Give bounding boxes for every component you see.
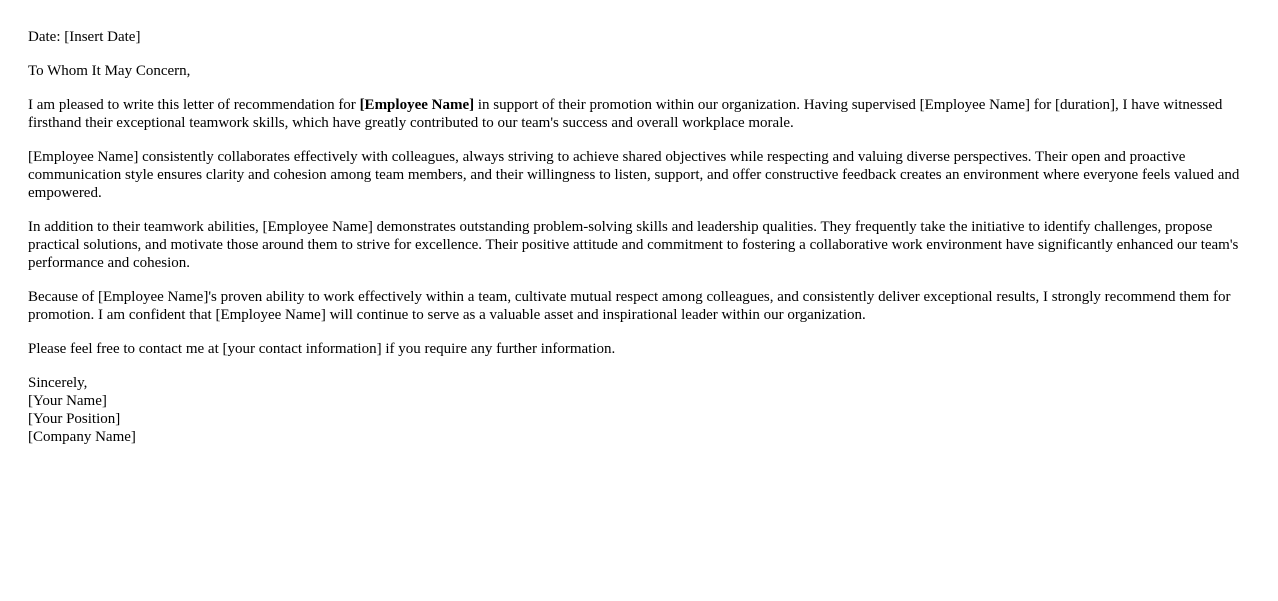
paragraph-leadership: In addition to their teamwork abilities, [Employee Name] demonstrates outstanding problem-solving skills and leadership qualities. They frequently take the initiative to identify challenges, propose practical solutions, and motivate those around them to strive for excellence. Their positive attitude and commitment to fostering a collaborative work environment have significantly enhanced our team's performance and cohesion.: [28, 219, 1239, 271]
closing: Sincerely,: [28, 375, 88, 391]
paragraph-collaboration: [Employee Name] consistently collaborates effectively with colleagues, always striving to achieve shared objectives while respecting and valuing diverse perspectives. Their open and proactive communication style ensures clarity and cohesion among team members, and their willingness to listen, support, and offer constructive feedback creates an environment where everyone feels valued and empowered.: [28, 149, 1240, 201]
signer-position: [Your Position]: [28, 411, 121, 427]
paragraph-recommendation: Because of [Employee Name]'s proven ability to work effectively within a team, cultivate mutual respect among colleagues, and consistently deliver exceptional results, I strongly recommend them for promotion. I am confident that [Employee Name] will continue to serve as a valuable asset and inspirational leader within our organization.: [28, 289, 1231, 323]
employee-name-bold: [Employee Name]: [359, 97, 475, 113]
signature-block: [28, 374, 1250, 446]
company-name: [Company Name]: [28, 429, 136, 445]
date-line: Date: [Insert Date]: [28, 29, 141, 45]
intro-text-start: I am pleased to write this letter of recommendation for: [28, 97, 360, 113]
paragraph-contact: Please feel free to contact me at [your contact information] if you require any further information.: [28, 341, 616, 357]
paragraph-intro: [28, 96, 1250, 132]
salutation: To Whom It May Concern,: [28, 63, 191, 79]
signer-name: [Your Name]: [28, 393, 107, 409]
intro-text-end: in support of their promotion within our organization. Having supervised [Employee Name] for [duration], I have witnessed firsthand their exceptional teamwork skills, which have greatly contributed to our team's success and overall workplace morale.: [28, 97, 1223, 131]
letter-body: [28, 28, 1250, 446]
